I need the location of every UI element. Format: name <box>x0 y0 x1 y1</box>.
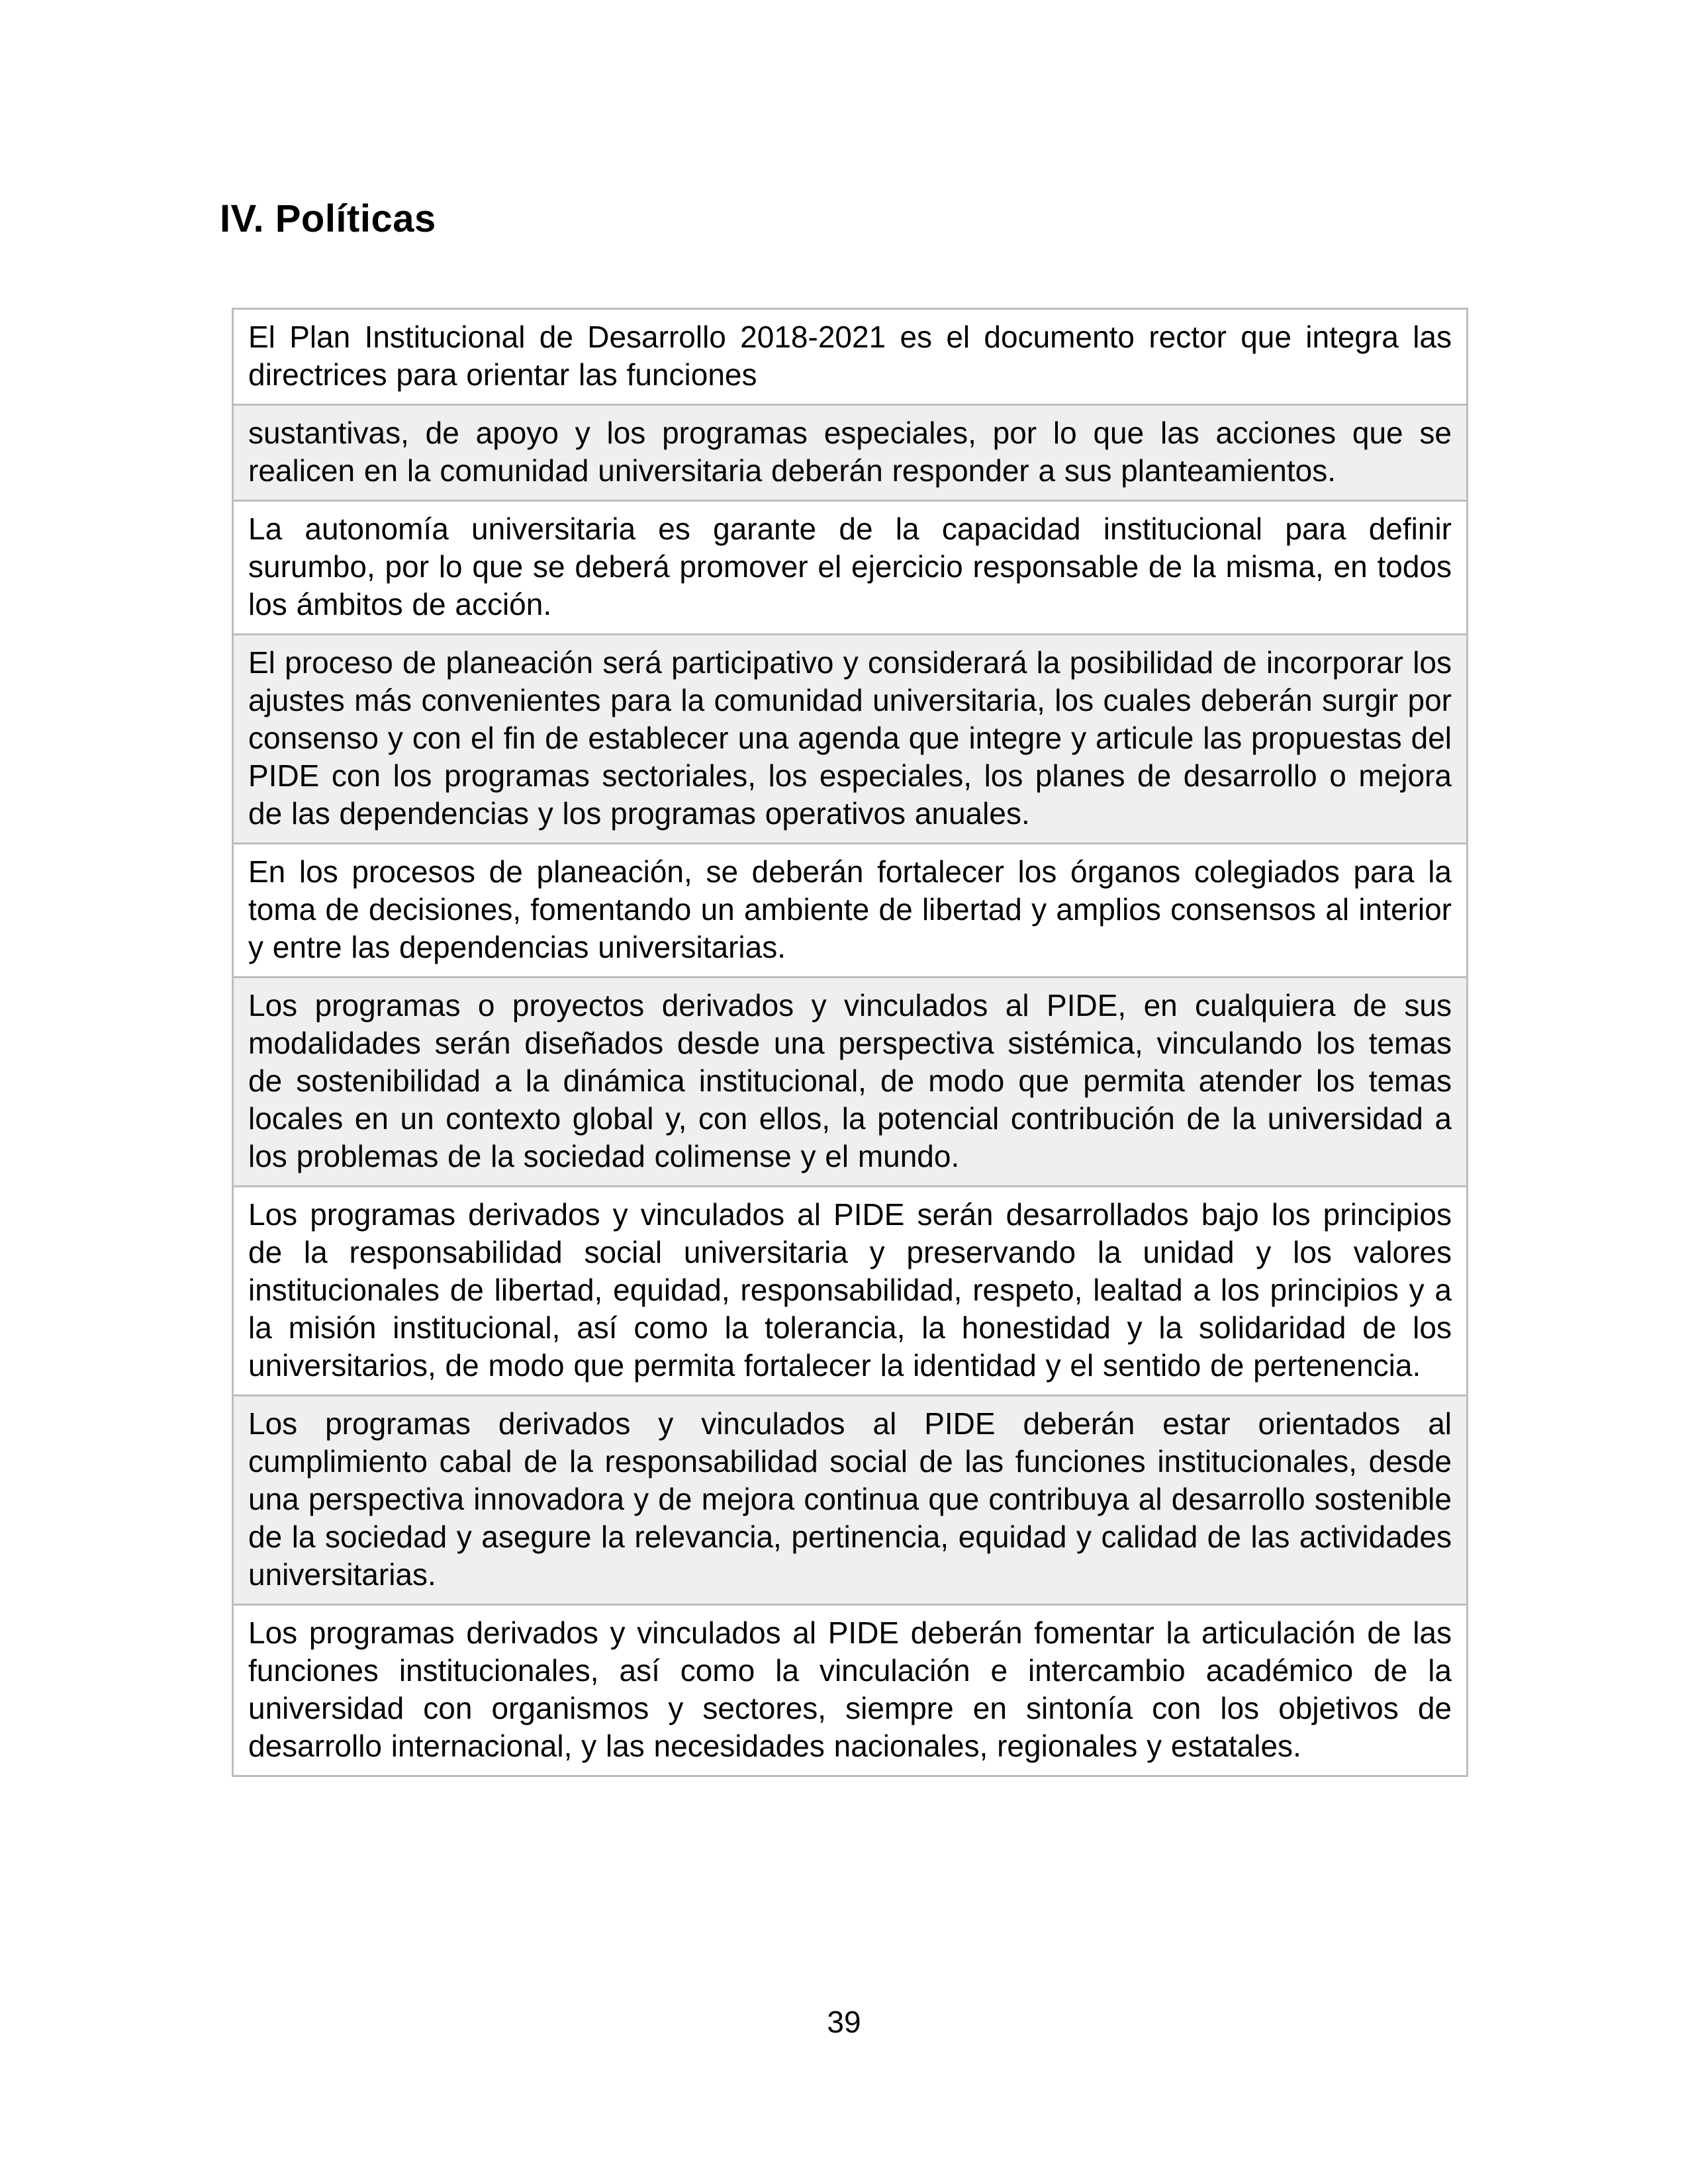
policy-text-cell: Los programas derivados y vinculados al PIDE deberán estar orientados al cumplimiento cabal de la responsabilidad social de las funciones institucionales, desde una perspectiva innovadora y de mejora continua que contribuya al desarrollo sostenible de la sociedad y asegure la relevancia, pertinencia, equidad y calidad de las actividades universitarias. <box>233 1395 1468 1604</box>
table-row <box>233 634 1468 843</box>
policy-text-cell: Los programas derivados y vinculados al PIDE serán desarrollados bajo los principios de la responsabilidad social universitaria y preservando la unidad y los valores institucionales de libertad, equidad, responsabilidad, respeto, lealtad a los principios y a la misión institucional, así como la tolerancia, la honestidad y la solidaridad de los universitarios, de modo que permita fortalecer la identidad y el sentido de pertenencia. <box>233 1186 1468 1395</box>
policy-text-cell: Los programas o proyectos derivados y vinculados al PIDE, en cualquiera de sus modalidades serán diseñados desde una perspectiva sistémica, vinculando los temas de sostenibilidad a la dinámica institucional, de modo que permita atender los temas locales en un contexto global y, con ellos, la potencial contribución de la universidad a los problemas de la sociedad colimense y el mundo. <box>233 977 1468 1186</box>
table-row <box>233 843 1468 977</box>
policy-text-cell: El proceso de planeación será participativo y considerará la posibilidad de incorporar los ajustes más convenientes para la comunidad universitaria, los cuales deberán surgir por consenso y con el fin de establecer una agenda que integre y articule las propuestas del PIDE con los programas sectoriales, los especiales, los planes de desarrollo o mejora de las dependencias y los programas operativos anuales. <box>233 634 1468 843</box>
table-row <box>233 1395 1468 1604</box>
policies-table <box>232 308 1468 1777</box>
table-row <box>233 500 1468 634</box>
policy-text-cell: En los procesos de planeación, se deberán fortalecer los órganos colegiados para la toma de decisiones, fomentando un ambiente de libertad y amplios consensos al interior y entre las dependencias universitarias. <box>233 843 1468 977</box>
table-row <box>233 308 1468 404</box>
page-title: IV. Políticas <box>220 197 436 240</box>
policies-table-body <box>233 308 1468 1776</box>
table-row <box>233 1186 1468 1395</box>
policy-text-cell: La autonomía universitaria es garante de la capacidad institucional para definir surumbo, por lo que se deberá promover el ejercicio responsable de la misma, en todos los ámbitos de acción. <box>233 500 1468 634</box>
table-row <box>233 404 1468 500</box>
page-content <box>220 197 1468 1777</box>
page-number: 39 <box>827 2005 861 2039</box>
policy-text-cell: sustantivas, de apoyo y los programas especiales, por lo que las acciones que se realicen en la comunidad universitaria deberán responder a sus planteamientos. <box>233 404 1468 500</box>
policy-text-cell: El Plan Institucional de Desarrollo 2018-2021 es el documento rector que integra las directrices para orientar las funciones <box>233 308 1468 404</box>
policy-text-cell: Los programas derivados y vinculados al PIDE deberán fomentar la articulación de las funciones institucionales, así como la vinculación e intercambio académico de la universidad con organismos y sectores, siempre en sintonía con los objetivos de desarrollo internacional, y las necesidades nacionales, regionales y estatales. <box>233 1604 1468 1776</box>
table-row <box>233 977 1468 1186</box>
table-row <box>233 1604 1468 1776</box>
